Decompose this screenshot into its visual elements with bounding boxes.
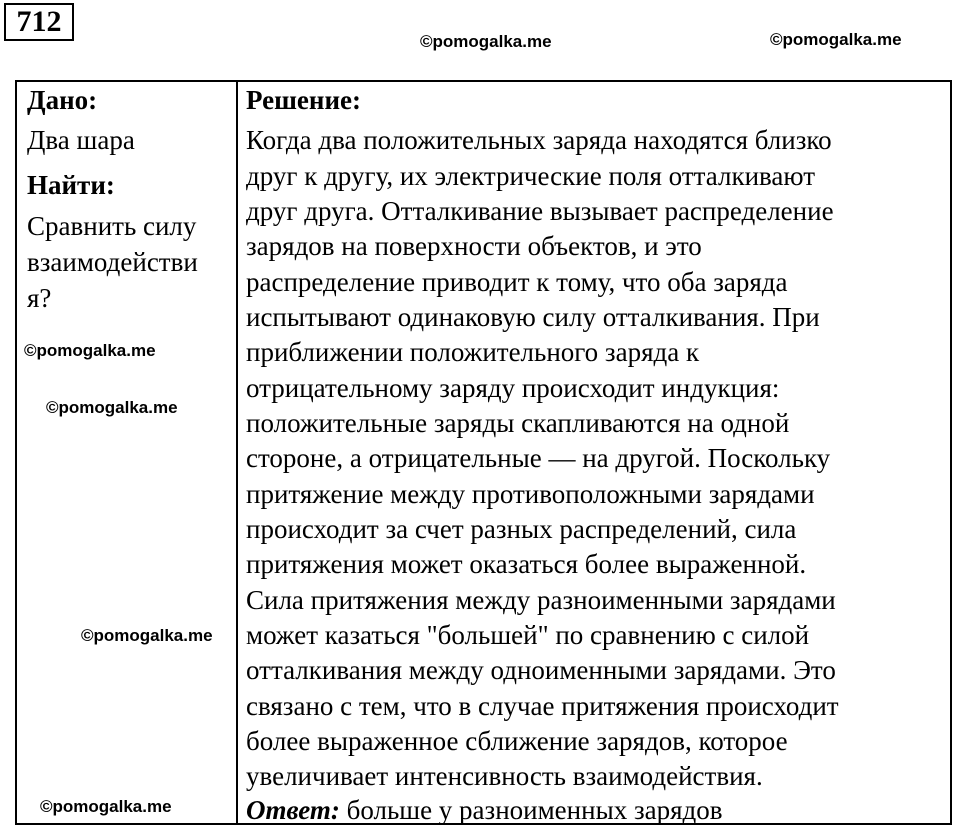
column-divider <box>236 80 238 825</box>
answer-text: больше у разноименных зарядов <box>339 795 723 825</box>
solution-line: Когда два положительных заряда находятся близко <box>246 125 832 155</box>
find-line: взаимодействи <box>27 247 198 277</box>
watermark: ©pomogalka.me <box>24 341 156 360</box>
solution-line: Сила притяжения между разноименными зарядами <box>246 585 836 615</box>
watermark: ©pomogalka.me <box>46 398 178 417</box>
solution-line: отталкивания между одноименными зарядами. Это <box>246 655 836 685</box>
solution-line: увеличивает интенсивность взаимодействия. <box>246 761 763 791</box>
solution-line: испытывают одинаковую силу отталкивания. При <box>246 302 820 332</box>
solution-line: происходит за счет разных распределений, сила <box>246 514 797 544</box>
answer-label: Ответ: <box>246 795 340 825</box>
solution-line: приближении положительного заряда к <box>246 337 700 367</box>
watermark: ©pomogalka.me <box>420 32 552 51</box>
solution-line: притяжение между противоположными зарядами <box>246 479 815 509</box>
answer-line <box>246 795 723 825</box>
solution-line: зарядов на поверхности объектов, и это <box>246 231 702 261</box>
problem-number: 712 <box>4 3 74 41</box>
watermark: ©pomogalka.me <box>770 30 902 49</box>
given-value: Два шара <box>27 125 135 155</box>
solution-line: притяжения может оказаться более выраженной. <box>246 549 807 579</box>
solution-line: отрицательному заряду происходит индукция: <box>246 373 780 403</box>
watermark: ©pomogalka.me <box>40 797 172 816</box>
solution-line: распределение приводит к тому, что оба заряда <box>246 267 788 297</box>
solution-heading: Решение: <box>246 85 361 115</box>
solution-line: друг к другу, их электрические поля отталкивают <box>246 161 816 191</box>
solution-line: друг друга. Отталкивание вызывает распределение <box>246 196 834 226</box>
given-heading: Дано: <box>27 85 98 115</box>
solution-line: связано с тем, что в случае притяжения происходит <box>246 691 839 721</box>
watermark: ©pomogalka.me <box>81 626 213 645</box>
find-line: Сравнить силу <box>27 211 197 241</box>
solution-line: положительные заряды скапливаются на одной <box>246 408 790 438</box>
solution-line: более выраженное сближение зарядов, которое <box>246 726 788 756</box>
find-heading: Найти: <box>27 170 115 200</box>
find-line: я? <box>27 283 52 313</box>
solution-line: может казаться "большей" по сравнению с силой <box>246 620 810 650</box>
solution-line: стороне, а отрицательные — на другой. Поскольку <box>246 443 831 473</box>
